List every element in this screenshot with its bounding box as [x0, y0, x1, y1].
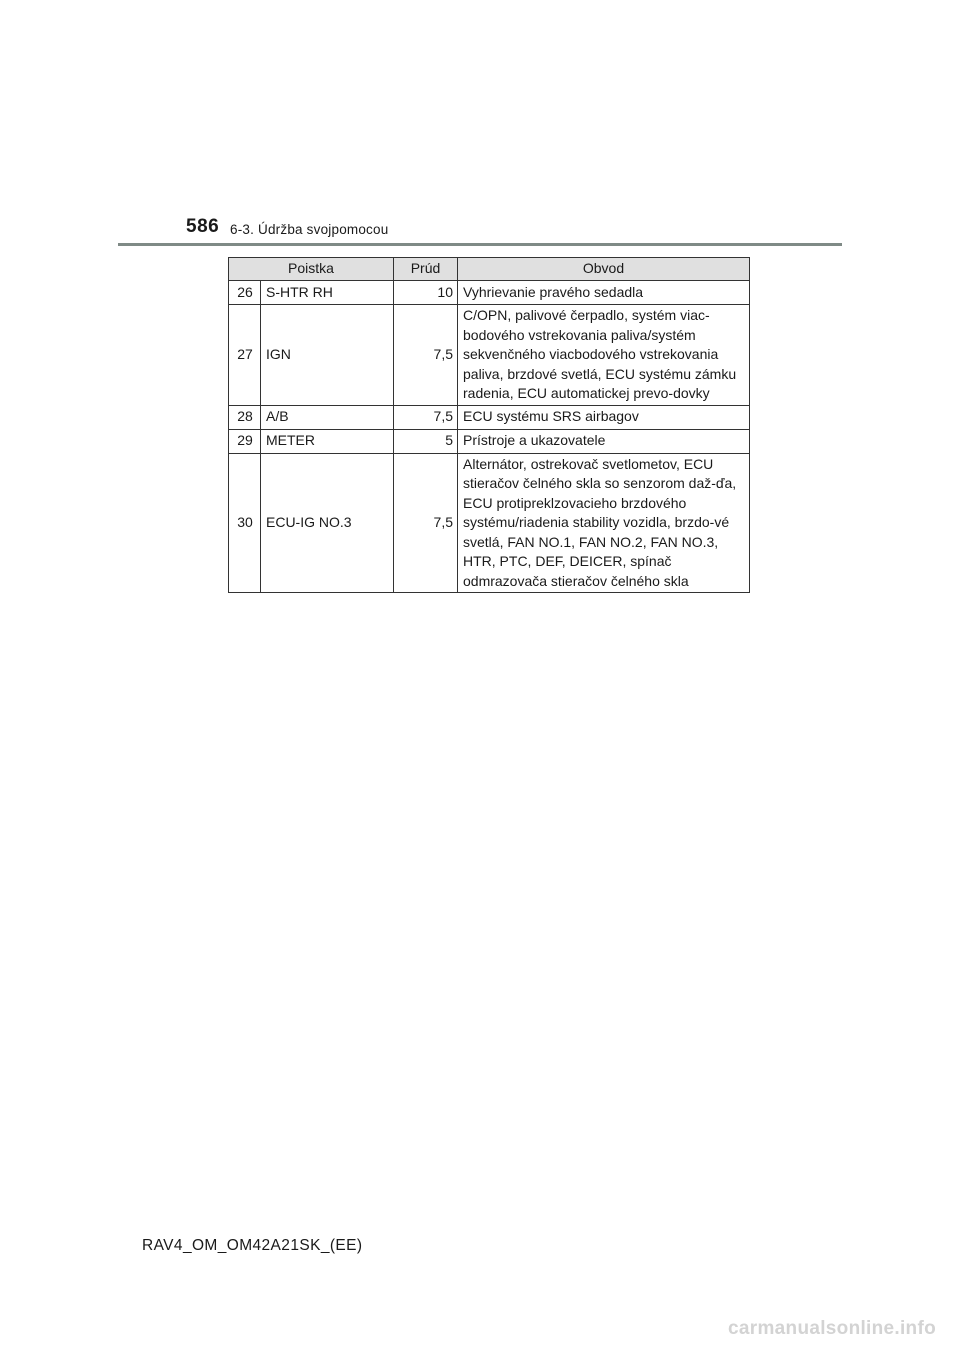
fuse-name: S-HTR RH: [261, 281, 394, 305]
header-fuse: Poistka: [229, 258, 394, 281]
fuse-name: IGN: [261, 305, 394, 406]
fuse-current: 7,5: [394, 405, 458, 429]
fuse-circuit: Prístroje a ukazovatele: [458, 429, 750, 453]
fuse-table: [228, 257, 750, 593]
table-header-row: [229, 258, 750, 281]
fuse-number: 26: [229, 281, 261, 305]
fuse-circuit: C/OPN, palivové čerpadlo, systém viac-bodového vstrekovania paliva/systém sekvenčného viacbodového vstrekovania paliva, brzdové svetlá, ECU systému zámku radenia, ECU automatickej prevo-dovky: [458, 305, 750, 406]
fuse-circuit: Alternátor, ostrekovač svetlometov, ECU stieračov čelného skla so senzorom daž-ďa, ECU protipreklzovacieho brzdového systému/riadenia stability vozidla, brzdo-vé svetlá, FAN NO.1, FAN NO.2, FAN NO.3, HTR, PTC, DEF, DEICER, spínač odmrazovača stieračov čelného skla: [458, 453, 750, 593]
fuse-circuit: ECU systému SRS airbagov: [458, 405, 750, 429]
table-row: [229, 305, 750, 406]
section-title: 6-3. Údržba svojpomocou: [230, 222, 389, 237]
fuse-name: ECU-IG NO.3: [261, 453, 394, 593]
fuse-number: 28: [229, 405, 261, 429]
watermark: carmanualsonline.info: [728, 1318, 936, 1339]
fuse-name: A/B: [261, 405, 394, 429]
header-current: Prúd: [394, 258, 458, 281]
page-number: 586: [186, 216, 220, 237]
fuse-current: 10: [394, 281, 458, 305]
header-divider: [118, 243, 842, 246]
fuse-name: METER: [261, 429, 394, 453]
fuse-number: 27: [229, 305, 261, 406]
table-row: [229, 453, 750, 593]
fuse-current: 5: [394, 429, 458, 453]
document-code: RAV4_OM_OM42A21SK_(EE): [142, 1237, 363, 1254]
table-row: [229, 405, 750, 429]
fuse-current: 7,5: [394, 305, 458, 406]
fuse-number: 30: [229, 453, 261, 593]
fuse-current: 7,5: [394, 453, 458, 593]
fuse-circuit: Vyhrievanie pravého sedadla: [458, 281, 750, 305]
table-row: [229, 429, 750, 453]
table-row: [229, 281, 750, 305]
header-circuit: Obvod: [458, 258, 750, 281]
fuse-number: 29: [229, 429, 261, 453]
